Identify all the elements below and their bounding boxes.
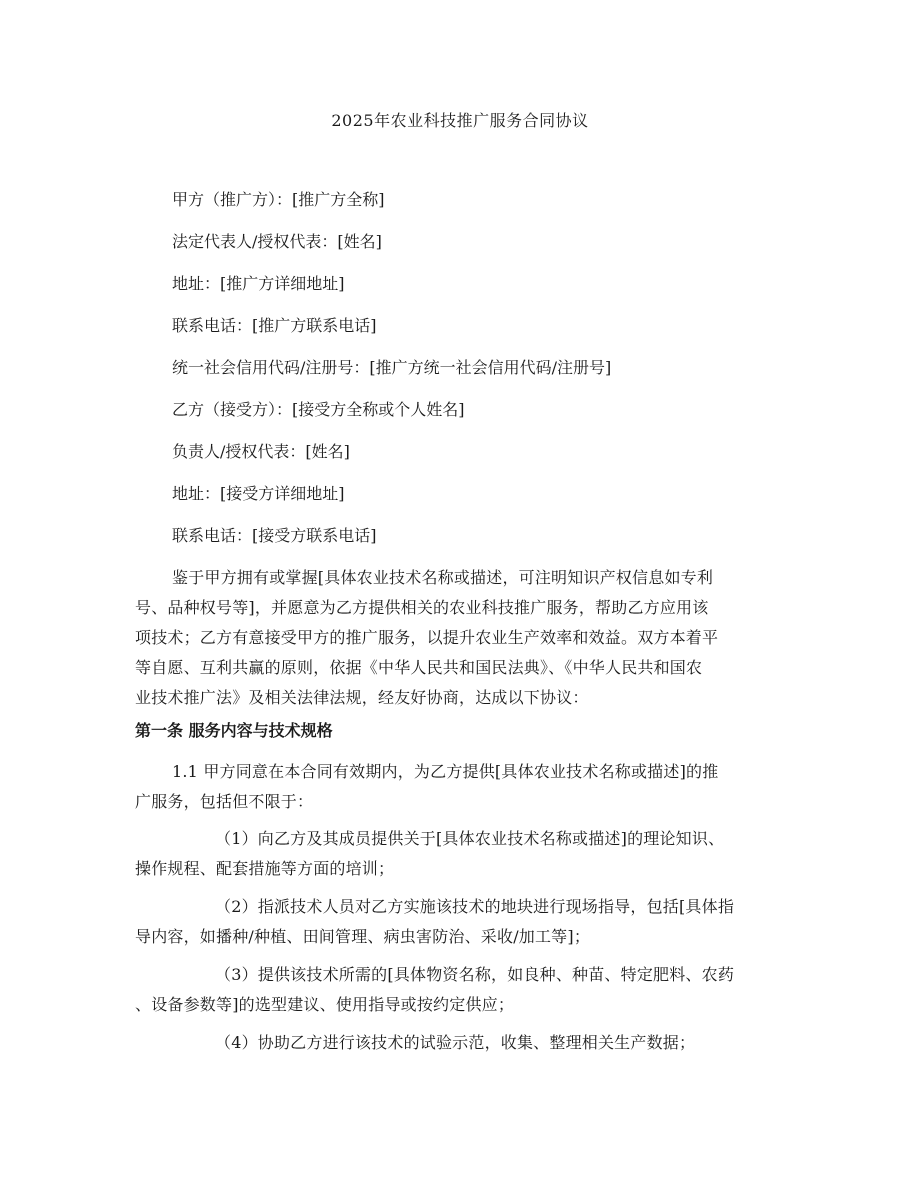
clause-1-1	[135, 757, 795, 817]
clause-line: 导内容，如播种/种植、田间管理、病虫害防治、采收/加工等]；	[135, 927, 591, 946]
clause-item-2	[135, 892, 795, 952]
article-1-heading: 第一条 服务内容与技术规格	[135, 721, 333, 740]
clause-line: （2）指派技术人员对乙方实施该技术的地块进行现场指导，包括[具体指	[215, 897, 735, 916]
clause-line: （1）向乙方及其成员提供关于[具体农业技术名称或描述]的理论知识、	[215, 829, 725, 848]
party-b-representative: 负责人/授权代表：[姓名]	[172, 442, 350, 461]
party-a-name: 甲方（推广方）：[推广方全称]	[172, 190, 385, 209]
party-a-credit-code: 统一社会信用代码/注册号：[推广方统一社会信用代码/注册号]	[172, 358, 612, 377]
document-title: 2025年农业科技推广服务合同协议	[331, 111, 589, 130]
clause-line: 1.1 甲方同意在本合同有效期内，为乙方提供[具体农业技术名称或描述]的推	[172, 762, 719, 781]
party-b-address: 地址：[接受方详细地址]	[172, 484, 345, 503]
clause-line: 、设备参数等]的选型建议、使用指导或按约定供应；	[135, 995, 515, 1014]
clause-line: 操作规程、配套措施等方面的培训；	[135, 859, 395, 878]
party-b-name: 乙方（接受方）：[接受方全称或个人姓名]	[172, 400, 465, 419]
party-a-address: 地址：[推广方详细地址]	[172, 274, 345, 293]
party-b-phone: 联系电话：[接受方联系电话]	[172, 526, 377, 545]
clause-item-4	[135, 1028, 795, 1058]
clause-line: （4）协助乙方进行该技术的试验示范，收集、整理相关生产数据；	[215, 1033, 696, 1052]
clause-item-3	[135, 960, 795, 1020]
party-a-representative: 法定代表人/授权代表：[姓名]	[172, 232, 382, 251]
clause-line: 广服务，包括但不限于：	[135, 792, 314, 811]
clause-line: （3）提供该技术所需的[具体物资名称，如良种、种苗、特定肥料、农药	[215, 965, 735, 984]
preamble-paragraph	[135, 563, 795, 713]
preamble-line: 项技术；乙方有意接受甲方的推广服务，以提升农业生产效率和效益。双方本着平	[135, 628, 719, 647]
preamble-line: 业技术推广法》及相关法律法规，经友好协商，达成以下协议：	[135, 688, 589, 707]
preamble-line: 鉴于甲方拥有或掌握[具体农业技术名称或描述，可注明知识产权信息如专利	[172, 568, 714, 587]
party-a-phone: 联系电话：[推广方联系电话]	[172, 316, 377, 335]
preamble-line: 号、品种权号等]，并愿意为乙方提供相关的农业科技推广服务，帮助乙方应用该	[135, 598, 709, 617]
clause-item-1	[135, 824, 795, 884]
preamble-line: 等自愿、互利共赢的原则，依据《中华人民共和国民法典》、《中华人民共和国农	[135, 658, 703, 677]
